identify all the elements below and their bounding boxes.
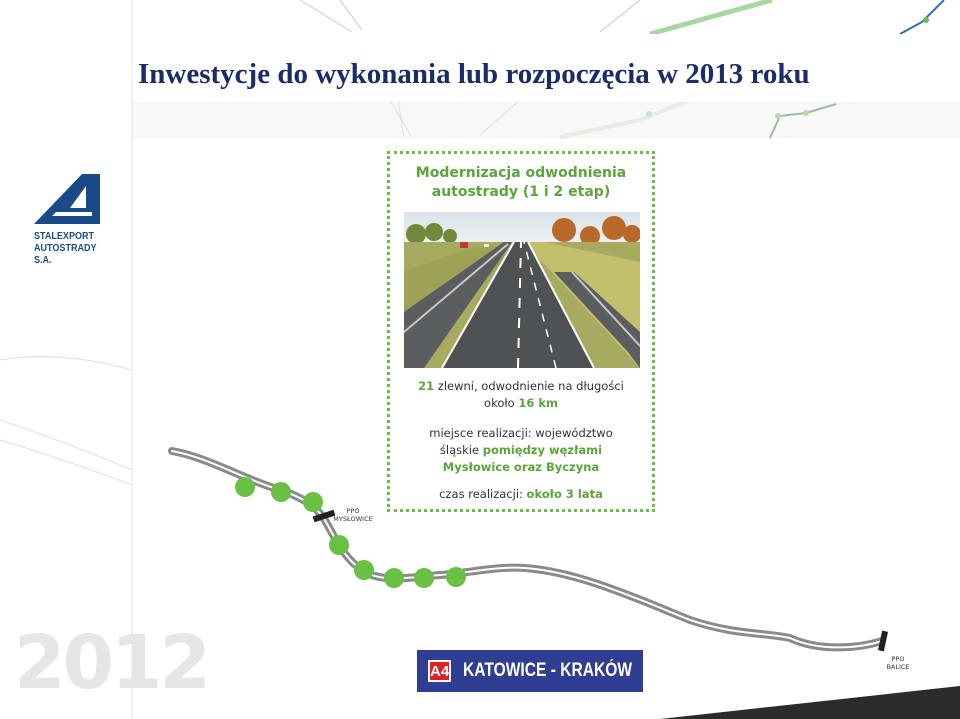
location-info-line-1: miejsce realizacji: województwo bbox=[429, 426, 613, 440]
route-marker bbox=[329, 535, 349, 555]
card-title-line-1: Modernizacja odwodnienia bbox=[415, 165, 627, 181]
investment-card bbox=[387, 151, 655, 512]
duration-prefix: czas realizacji: bbox=[439, 487, 527, 501]
route-marker bbox=[384, 568, 404, 588]
card-title-line-2: autostrady (1 i 2 etap) bbox=[431, 184, 611, 200]
catchment-count: 21 bbox=[418, 379, 435, 393]
drainage-info-line-2 bbox=[390, 395, 652, 412]
route-marker bbox=[235, 477, 255, 497]
logo-line-1: STALEXPORT bbox=[34, 230, 95, 242]
logo-line-2: AUTOSTRADY S.A. bbox=[34, 242, 97, 266]
company-logo bbox=[30, 172, 110, 266]
duration-info bbox=[390, 486, 652, 503]
toll-label-myslowice-line-1: PPO bbox=[346, 507, 360, 515]
route-marker bbox=[414, 568, 434, 588]
left-decoration bbox=[0, 357, 132, 485]
logo-text bbox=[34, 230, 111, 266]
highway-photo bbox=[404, 212, 640, 368]
header-band-stripes bbox=[132, 102, 960, 138]
toll-label-balice-line-2: BALICE bbox=[886, 662, 910, 671]
route-marker bbox=[271, 482, 291, 502]
route-name: KATOWICE - KRAKÓW bbox=[463, 660, 633, 681]
toll-label-myslowice-line-2: MYSŁOWICE bbox=[333, 514, 373, 523]
drainage-length: 16 km bbox=[518, 396, 558, 410]
duration-value: około 3 lata bbox=[526, 487, 603, 501]
location-prefix: śląskie bbox=[439, 443, 483, 457]
year-watermark: 2012 bbox=[14, 620, 208, 706]
header-chart-line bbox=[900, 0, 944, 34]
logo-mark-icon bbox=[32, 172, 102, 228]
route-badge bbox=[417, 650, 643, 692]
toll-label-myslowice bbox=[330, 508, 376, 523]
card-title bbox=[390, 164, 652, 202]
location-info-line-3: Mysłowice oraz Byczyna bbox=[442, 460, 600, 474]
toll-label-balice bbox=[878, 656, 918, 671]
header-chart-dot bbox=[923, 17, 929, 23]
route-marker bbox=[354, 560, 374, 580]
location-junctions: pomiędzy węzłami bbox=[482, 443, 603, 457]
header-green-line bbox=[650, 0, 772, 34]
corner-wedge bbox=[660, 686, 960, 719]
toll-label-balice-line-1: PPO bbox=[891, 655, 905, 663]
road-number-badge: A4 bbox=[428, 660, 451, 682]
drainage-info bbox=[390, 378, 652, 412]
route-marker bbox=[446, 567, 466, 587]
drainage-info-line-1 bbox=[390, 378, 652, 395]
catchment-text: zlewni, odwodnienie na długości bbox=[434, 379, 624, 393]
route-marker bbox=[303, 492, 323, 512]
length-prefix: około bbox=[484, 396, 519, 410]
location-info bbox=[390, 425, 652, 476]
location-info-line-2 bbox=[390, 442, 652, 459]
page-title: Inwestycje do wykonania lub rozpoczęcia w 2013 roku bbox=[138, 58, 810, 90]
